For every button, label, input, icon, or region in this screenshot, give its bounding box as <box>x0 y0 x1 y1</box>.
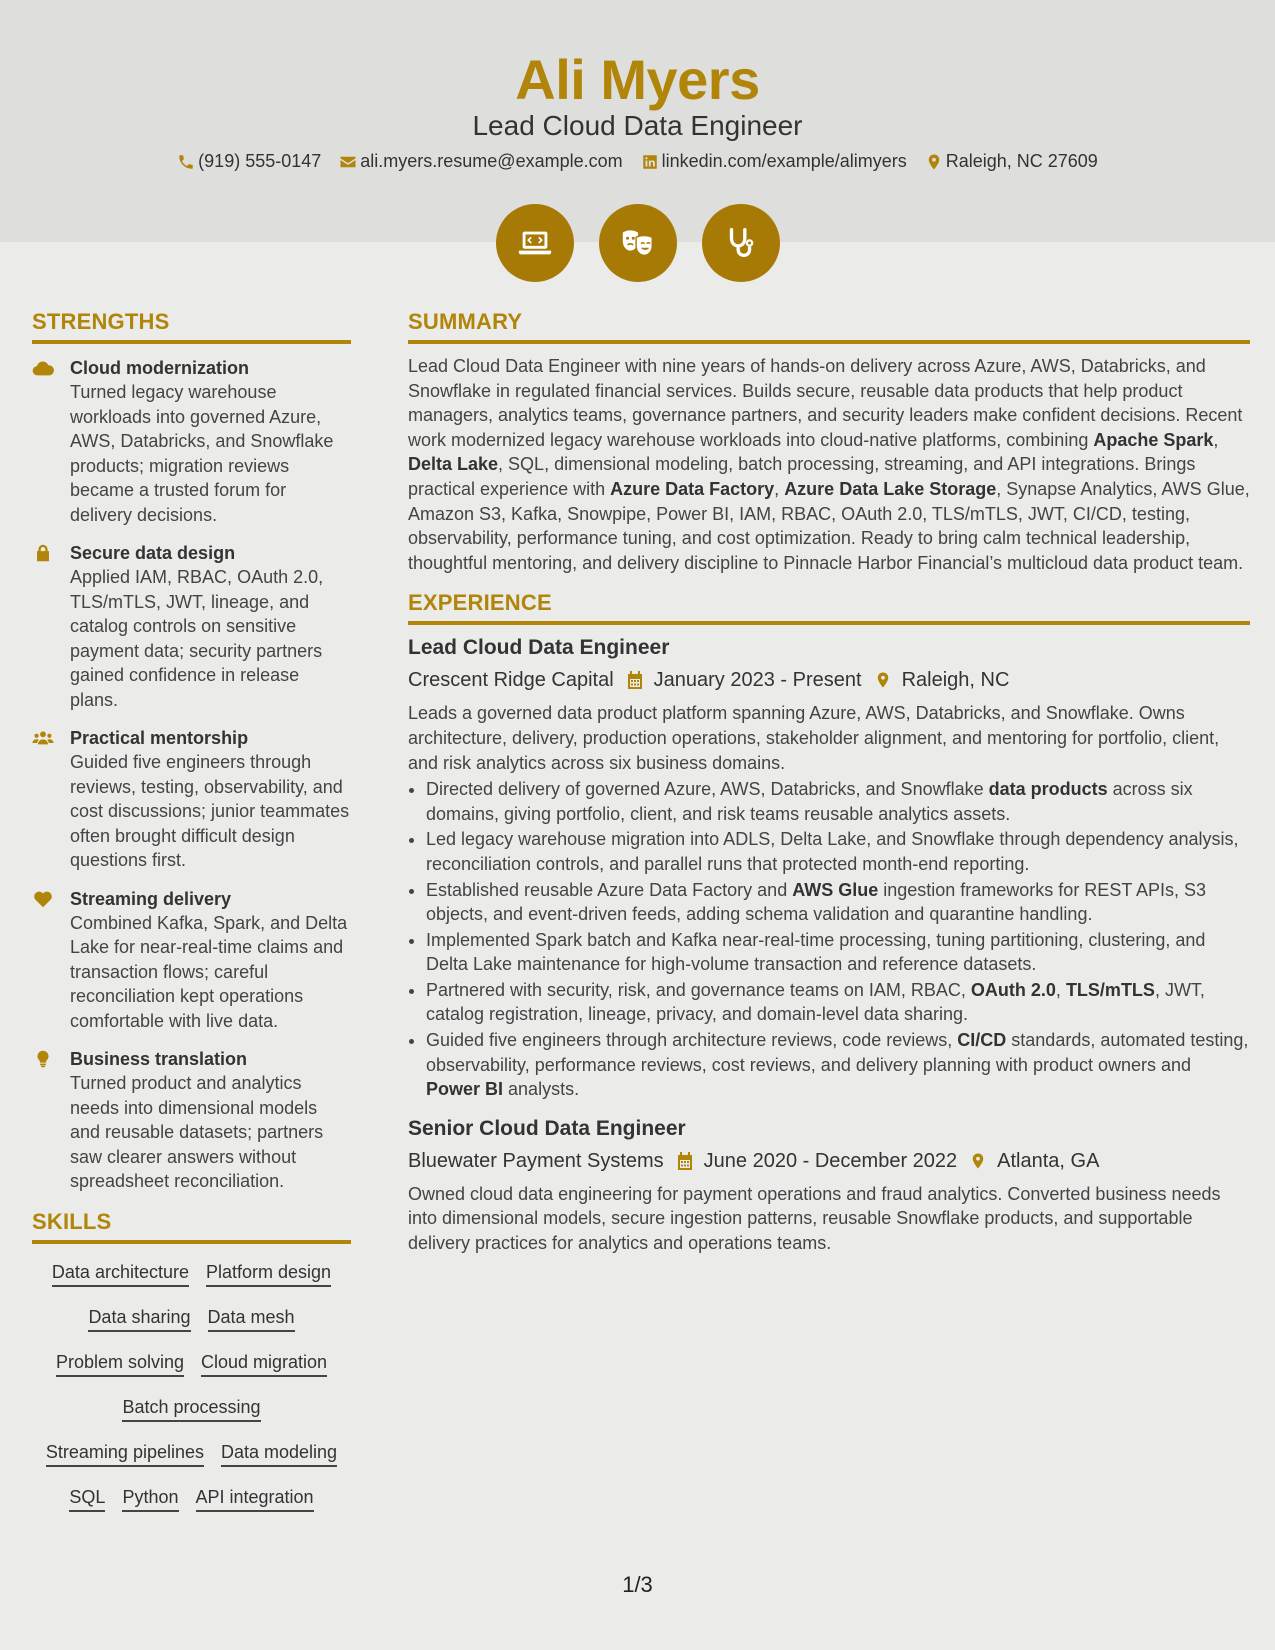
laptop-code-icon <box>516 224 554 262</box>
experience-heading: EXPERIENCE <box>408 589 1250 625</box>
candidate-name: Ali Myers <box>515 48 760 111</box>
lock-icon <box>32 543 54 563</box>
strength-title: Cloud modernization <box>70 358 249 378</box>
job-bullets <box>408 777 1250 1102</box>
strength-desc: Turned legacy warehouse workloads into governed Azure, AWS, Databricks, and Snowflake products; migration reviews became a trusted forum for delivery decisions. <box>70 382 334 525</box>
envelope-icon <box>339 153 357 171</box>
summary-heading: SUMMARY <box>408 308 1250 344</box>
summary-bold: Apache Spark <box>1093 429 1214 450</box>
skill-tag: Python <box>122 1485 178 1512</box>
skills-heading: SKILLS <box>32 1208 351 1244</box>
map-pin-icon <box>969 1151 987 1171</box>
skill-row <box>32 1432 351 1477</box>
strength-item <box>32 726 351 873</box>
skill-tag: SQL <box>69 1485 105 1512</box>
left-column <box>32 308 351 1522</box>
location-text: Raleigh, NC 27609 <box>945 151 1098 171</box>
contact-location <box>925 151 1098 172</box>
job-bullet: • Partnered with security, risk, and governance teams on IAM, RBAC, OAuth 2.0, TLS/mTLS, JWT, catalog registration, lineage, privacy, and domain-level data sharing. <box>426 978 1250 1027</box>
users-icon <box>32 728 54 748</box>
linkedin-icon <box>641 153 659 171</box>
skill-row <box>32 1297 351 1342</box>
summary-text-part: , <box>774 478 785 499</box>
strength-desc: Combined Kafka, Spark, and Delta Lake for near-real-time claims and transaction flows; careful reconciliation kept operations comfortable with live data. <box>70 912 348 1031</box>
job-company: Bluewater Payment Systems <box>408 1149 664 1172</box>
job-description: Leads a governed data product platform spanning Azure, AWS, Databricks, and Snowflake. Owns architecture, delivery, production operations, stakeholder alignment, and mentoring for portfolio, client, and risk analytics across six business domains. <box>408 703 1220 773</box>
strength-title: Business translation <box>70 1049 248 1069</box>
job-bullet: • Led legacy warehouse migration into ADLS, Delta Lake, and Snowflake through dependency analysis, reconciliation controls, and parallel runs that protected month-end reporting. <box>426 827 1250 876</box>
calendar-icon <box>676 1151 694 1171</box>
job-location: Raleigh, NC <box>901 669 1010 692</box>
skill-tag: Platform design <box>206 1260 331 1287</box>
summary-text-part: Lead Cloud Data Engineer with nine years of hands-on delivery across Azure, AWS, Databricks, and Snowflake in regulated financial services. Builds secure, reusable data products that help product managers, analytics teams, governance partners, and security leaders make confident decisions. Recent work modernized legacy warehouse workloads into cloud-native platforms, combining <box>408 356 1243 450</box>
skill-row <box>32 1477 351 1522</box>
cloud-icon <box>32 358 54 378</box>
skill-tag: Data mesh <box>208 1305 295 1332</box>
strength-desc: Turned product and analytics needs into dimensional models and reusable datasets; partners saw clearer answers without spreadsheet reconciliation. <box>70 1073 324 1191</box>
badge-circles <box>0 204 1275 282</box>
job-entry <box>408 633 1250 1102</box>
map-pin-icon <box>925 153 943 171</box>
summary-text-part: , SQL, dimensional modeling, batch processing, streaming, and API integrations. Brings practical experience with <box>408 454 1196 499</box>
summary-bold: Azure Data Lake Storage <box>784 478 997 499</box>
strength-desc: Guided five engineers through reviews, testing, observability, and cost discussions; junior teammates often brought difficult design questions first. <box>70 752 350 870</box>
job-dates: January 2023 - Present <box>653 669 862 692</box>
strengths-heading: STRENGTHS <box>32 308 351 344</box>
candidate-title: Lead Cloud Data Engineer <box>472 110 803 141</box>
masks-theater-icon <box>619 224 657 262</box>
job-meta <box>408 1146 1250 1176</box>
stethoscope-badge <box>702 204 780 282</box>
strength-title: Secure data design <box>70 543 236 563</box>
contact-row <box>0 151 1275 172</box>
job-description: Owned cloud data engineering for payment operations and fraud analytics. Converted business needs into dimensional models, secure ingestion patterns, reusable Snowflake products, and supportable delivery practices for analytics and operations teams. <box>408 1183 1221 1254</box>
job-bullet: • Guided five engineers through architecture reviews, code reviews, CI/CD standards, automated testing, observability, performance reviews, cost reviews, and delivery planning with product owners and Power BI analysts. <box>426 1028 1250 1102</box>
job-role: Lead Cloud Data Engineer <box>408 636 670 660</box>
skill-row <box>32 1342 351 1387</box>
phone-icon <box>177 153 195 171</box>
page-number: 1/3 <box>622 1572 653 1597</box>
skill-tag: Problem solving <box>56 1350 184 1377</box>
job-dates: June 2020 - December 2022 <box>703 1149 958 1172</box>
skill-tag: Data architecture <box>52 1260 189 1287</box>
job-entry <box>408 1114 1250 1256</box>
skill-tag: Data sharing <box>88 1305 190 1332</box>
lightbulb-icon <box>32 1049 54 1069</box>
masks-theater-badge <box>599 204 677 282</box>
skills-list <box>32 1252 351 1522</box>
job-bullet: • Established reusable Azure Data Factory and AWS Glue ingestion frameworks for REST APIs, S3 objects, and event-driven feeds, adding schema validation and quarantine handling. <box>426 878 1250 927</box>
contact-phone[interactable] <box>177 151 321 172</box>
skill-tag: Data modeling <box>221 1440 337 1467</box>
email-text: ali.myers.resume@example.com <box>360 151 623 171</box>
right-column <box>408 308 1250 1256</box>
skill-row <box>32 1387 351 1432</box>
strength-item <box>32 1047 351 1194</box>
strength-title: Streaming delivery <box>70 888 232 909</box>
skill-row <box>32 1252 351 1297</box>
skill-tag: Streaming pipelines <box>46 1440 204 1467</box>
strength-item <box>32 541 351 712</box>
job-company: Crescent Ridge Capital <box>408 669 614 692</box>
heart-icon <box>32 889 54 909</box>
strength-desc: Applied IAM, RBAC, OAuth 2.0, TLS/mTLS, JWT, lineage, and catalog controls on sensitive payment data; security partners gained confidence in release plans. <box>70 567 324 710</box>
contact-email[interactable] <box>339 151 622 172</box>
strength-item <box>32 356 351 527</box>
phone-text: (919) 555-0147 <box>198 151 322 171</box>
stethoscope-icon <box>722 224 760 262</box>
job-bullet: • Directed delivery of governed Azure, AWS, Databricks, and Snowflake data products across six domains, giving portfolio, client, and risk teams reusable analytics assets. <box>426 777 1250 826</box>
skill-tag: API integration <box>196 1485 314 1512</box>
laptop-code-badge <box>496 204 574 282</box>
map-pin-icon <box>874 670 892 690</box>
summary-paragraph <box>408 354 1250 575</box>
job-bullet: • Implemented Spark batch and Kafka near-real-time processing, tuning partitioning, clustering, and Delta Lake maintenance for high-volume transaction and reference datasets. <box>426 928 1250 977</box>
summary-text-part: , <box>1213 429 1219 450</box>
summary-bold: Delta Lake <box>408 454 499 475</box>
calendar-icon <box>626 670 644 690</box>
strength-item <box>32 887 351 1034</box>
job-role: Senior Cloud Data Engineer <box>408 1116 686 1140</box>
skill-tag: Batch processing <box>122 1395 260 1422</box>
job-meta <box>408 665 1250 695</box>
summary-text-part: , Synapse Analytics, AWS Glue, Amazon S3, Kafka, Snowpipe, Power BI, IAM, RBAC, OAuth 2.0, TLS/mTLS, JWT, CI/CD, testing, observability, performance tuning, and cost optimization. Ready to bring calm technical leadership, thoughtful mentoring, and delivery discipline to Pinnacle Harbor Financial’s multicloud data product team. <box>408 478 1250 573</box>
contact-linkedin[interactable] <box>641 151 907 172</box>
skill-tag: Cloud migration <box>201 1350 327 1377</box>
summary-bold: Azure Data Factory <box>610 478 775 499</box>
strength-title: Practical mentorship <box>70 728 249 748</box>
strengths-list <box>32 356 351 1194</box>
job-location: Atlanta, GA <box>997 1149 1100 1172</box>
linkedin-text: linkedin.com/example/alimyers <box>661 151 907 171</box>
